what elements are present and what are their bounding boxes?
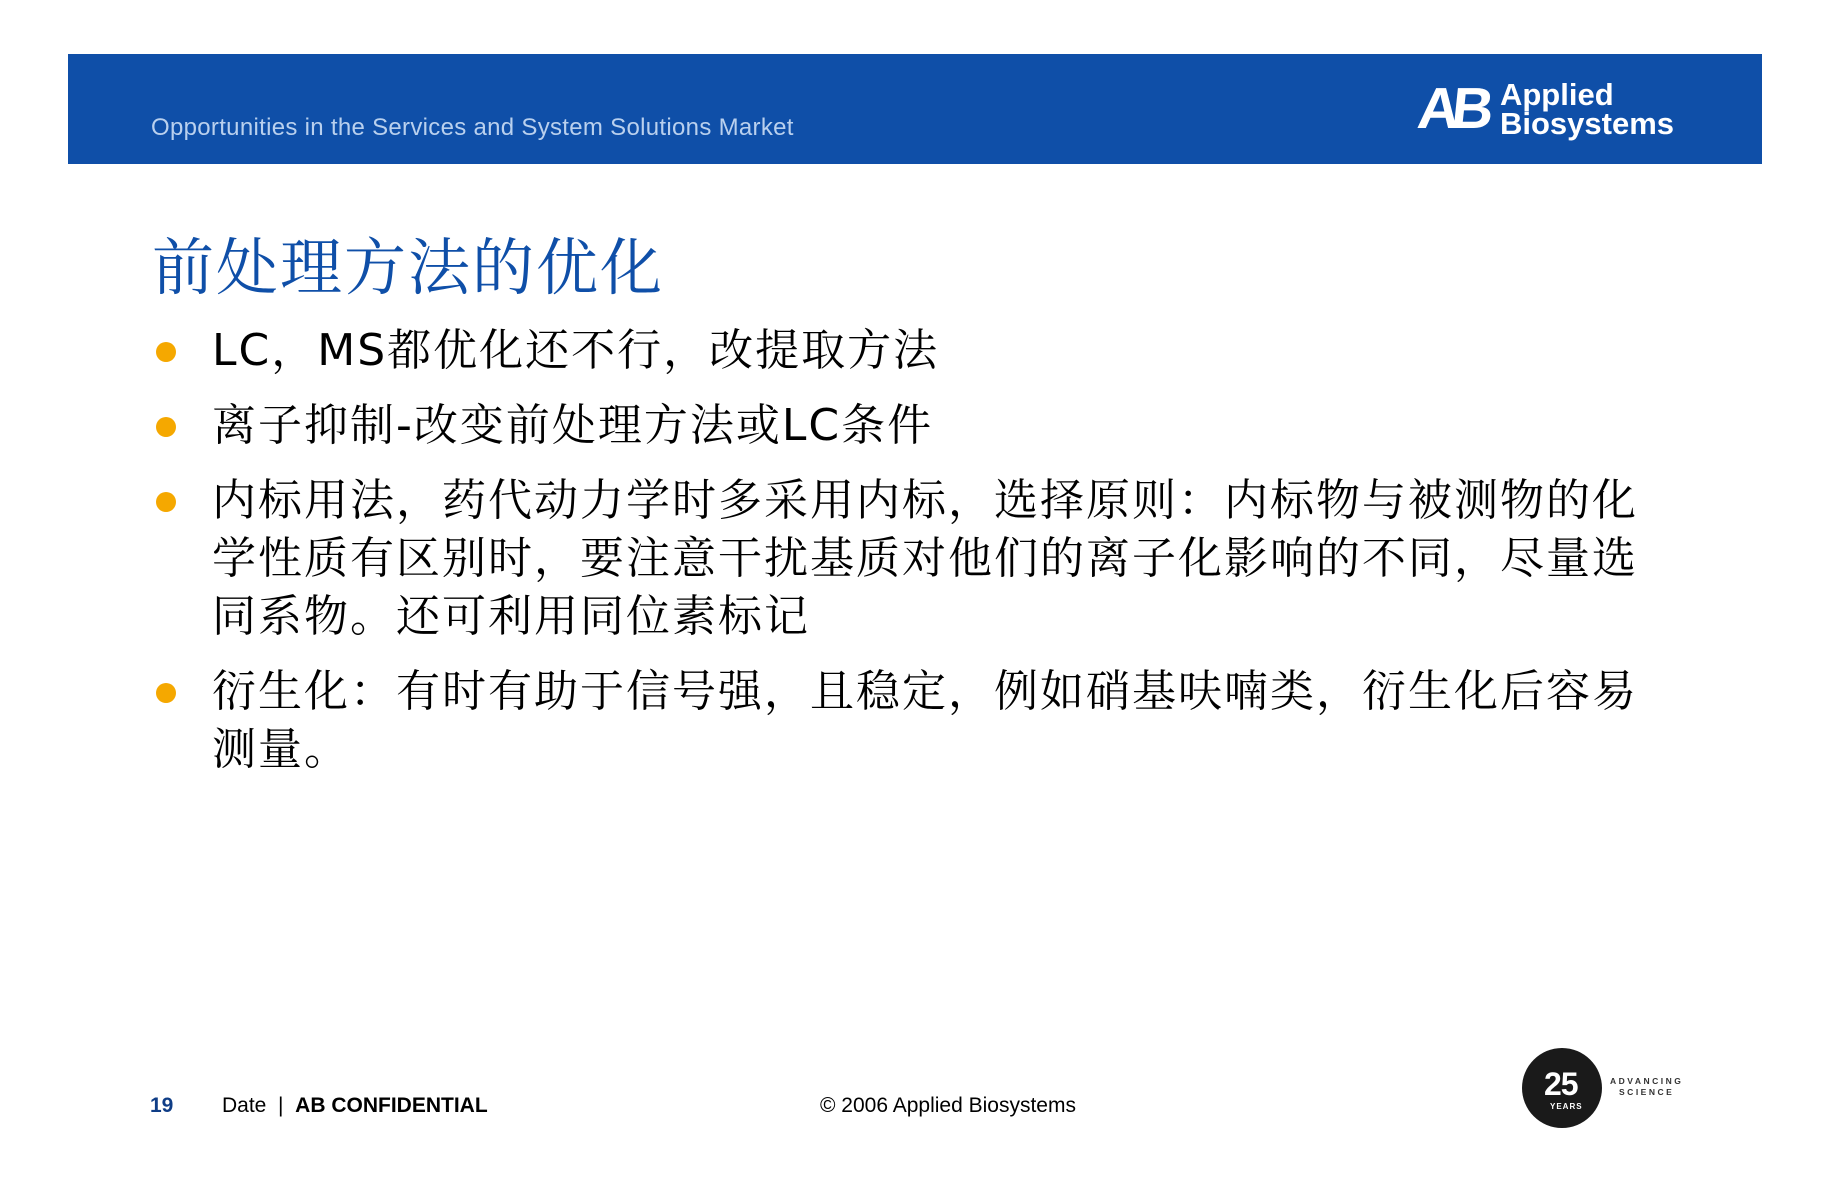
tagline-line-2: SCIENCE xyxy=(1619,1087,1675,1097)
tagline-line-1: ADVANCING xyxy=(1610,1076,1684,1086)
bullet-list xyxy=(152,322,1672,796)
bullet-text: 内标用法，药代动力学时多采用内标，选择原则：内标物与被测物的化学性质有区别时，要注意干扰基质对他们的离子化影响的不同，尽量选同系物。还可利用同位素标记 xyxy=(212,475,1638,642)
bullet-dot-icon xyxy=(156,342,176,362)
footer-date: Date xyxy=(222,1094,267,1117)
header-banner xyxy=(68,54,1762,164)
logo-line-biosystems: Biosystems xyxy=(1499,106,1674,141)
applied-biosystems-logo xyxy=(1414,76,1674,141)
bullet-text: 衍生化：有时有助于信号强，且稳定，例如硝基呋喃类，衍生化后容易测量。 xyxy=(212,666,1638,775)
slide-title: 前处理方法的优化 xyxy=(152,231,665,304)
bullet-text: LC，MS都优化还不行，改提取方法 xyxy=(212,325,940,376)
badge-number: 25 xyxy=(1544,1066,1578,1102)
bullet-dot-icon xyxy=(156,417,176,437)
ab-logo-mark: AB xyxy=(1414,76,1490,141)
bullet-item xyxy=(152,472,1672,646)
bullet-dot-icon xyxy=(156,492,176,512)
footer-confidential: AB CONFIDENTIAL xyxy=(295,1094,488,1117)
banner-subtitle: Opportunities in the Services and System Solutions Market xyxy=(151,114,794,141)
page-number: 19 xyxy=(150,1094,174,1117)
bullet-text: 离子抑制-改变前处理方法或LC条件 xyxy=(212,400,934,451)
bullet-dot-icon xyxy=(156,683,176,703)
logo-line-applied: Applied xyxy=(1499,76,1614,112)
bullet-item xyxy=(152,397,1672,455)
bullet-item xyxy=(152,663,1672,779)
logo-wordmark xyxy=(1499,76,1674,141)
footer-copyright: © 2006 Applied Biosystems xyxy=(820,1094,1076,1117)
badge-years: YEARS xyxy=(1550,1102,1583,1111)
footer-date-confidential xyxy=(222,1094,488,1118)
footer-separator: | xyxy=(278,1094,284,1117)
anniversary-badge-icon xyxy=(1522,1048,1602,1128)
advancing-science-tagline xyxy=(1610,1076,1683,1098)
bullet-item xyxy=(152,322,1672,380)
